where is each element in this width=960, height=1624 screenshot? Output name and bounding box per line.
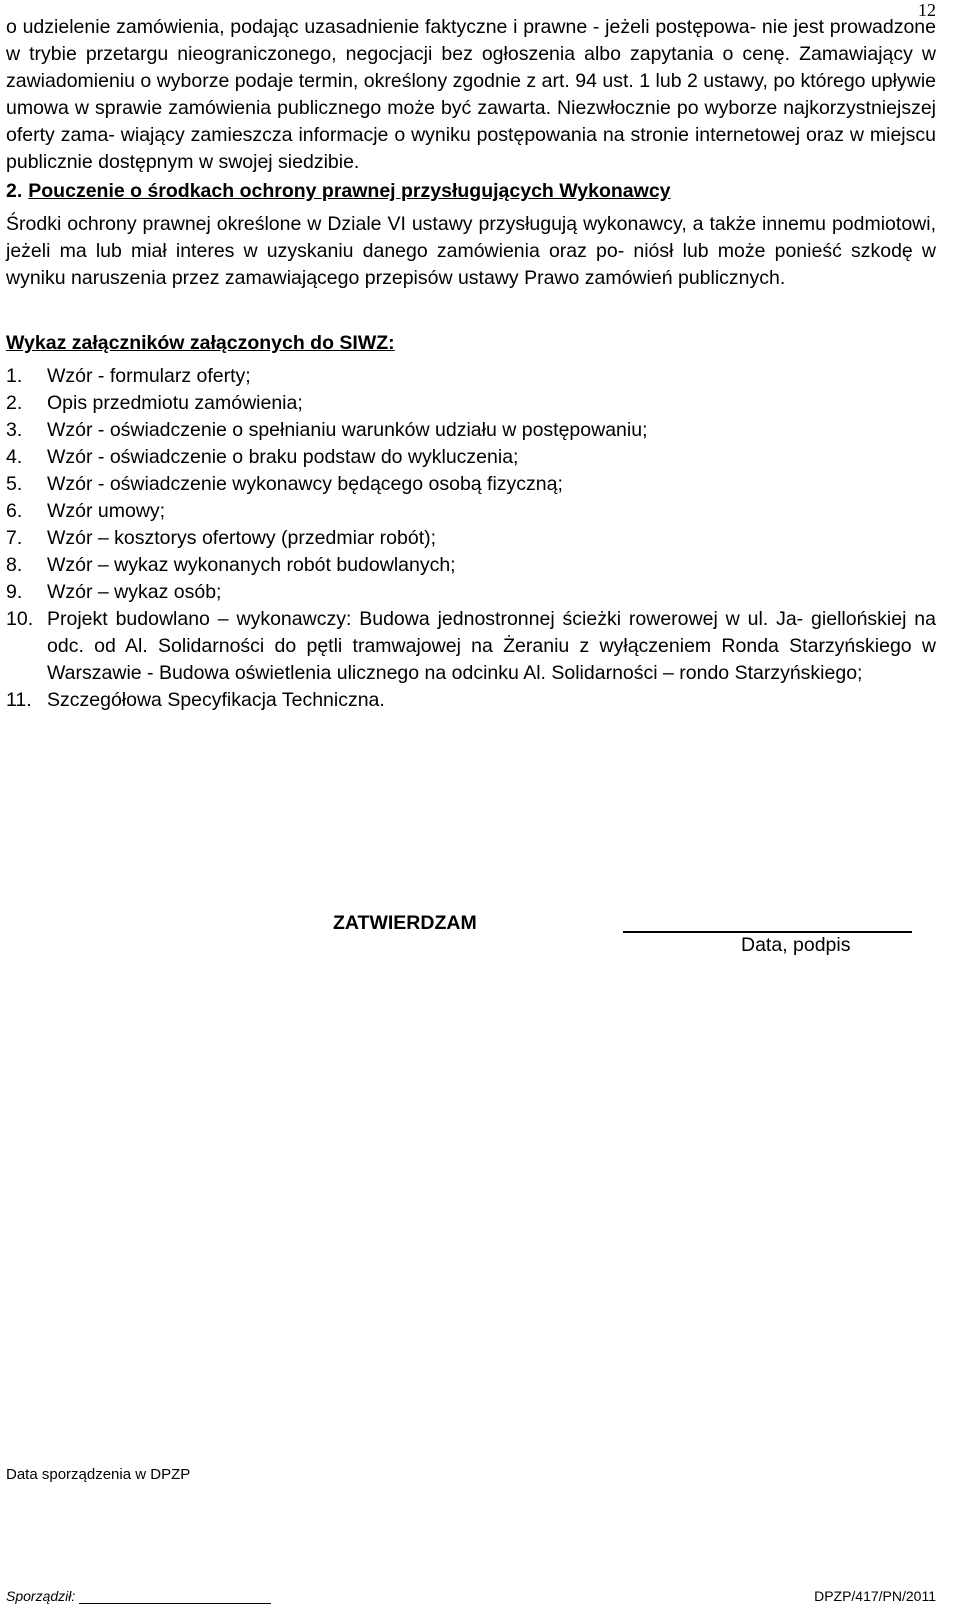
section-title: Pouczenie o środkach ochrony prawnej przysługujących Wykonawcy <box>28 180 671 202</box>
attachments-list <box>6 363 936 714</box>
attachments-list-title: Wykaz załączników załączonych do SIWZ: <box>6 332 395 354</box>
list-item-number: 2. <box>6 392 23 414</box>
list-item-number: 6. <box>6 500 23 522</box>
list-item-number: 8. <box>6 554 23 576</box>
list-item-text: Wzór – wykaz wykonanych robót budowlanych; <box>47 554 456 576</box>
list-item <box>6 606 936 687</box>
document-reference: DPZP/417/PN/2011 <box>814 1588 936 1604</box>
list-item-text: Opis przedmiotu zamówienia; <box>47 392 303 414</box>
list-item <box>6 579 936 606</box>
list-item-text: Wzór - formularz oferty; <box>47 365 251 387</box>
list-item-number: 1. <box>6 365 23 387</box>
prepared-by <box>6 1588 271 1604</box>
section-number: 2. <box>6 180 23 202</box>
paragraph-award-notice: o udzielenie zamówienia, podając uzasadnienie faktyczne i prawne - jeżeli postępowa- nie jest prowadzone w trybie przetargu nieograniczonego, negocjacji bez ogłoszenia albo zapytania o cenę. Zamawiający w zawiadomieniu o wyborze podaje termin, określony zgodnie z art. 94 ust. 1 lub 2 ustawy, po którego upływie umowa w sprawie zamówienia publicznego może być zawarta. Niezwłocznie po wyborze najkorzystniejszej oferty zama- wiający zamieszcza informacje o wyniku postępowania na stronie internetowej oraz w miejscu publicznie dostępnym w swojej siedzibie. <box>6 16 936 173</box>
list-item-number: 9. <box>6 581 23 603</box>
list-item <box>6 363 936 390</box>
list-item <box>6 390 936 417</box>
signature-label: Data, podpis <box>741 934 851 956</box>
list-item-text: Wzór – kosztorys ofertowy (przedmiar robót); <box>47 527 437 549</box>
list-item <box>6 417 936 444</box>
paragraph-legal-remedies: Środki ochrony prawnej określone w Dziale VI ustawy przysługują wykonawcy, a także innemu podmiotowi, jeżeli ma lub miał interes w uzyskaniu danego zamówienia oraz po- niósł lub może ponieść szkodę w wyniku naruszenia przez zamawiającego przepisów ustawy Prawo zamówień publicznych. <box>6 213 936 289</box>
list-item-number: 7. <box>6 527 23 549</box>
list-item-number: 4. <box>6 446 23 468</box>
list-item-number: 10. <box>6 608 34 630</box>
list-item-number: 5. <box>6 473 23 495</box>
approval-label: ZATWIERDZAM <box>333 912 477 934</box>
signature-line <box>623 931 912 933</box>
list-item-number: 3. <box>6 419 23 441</box>
list-item-text: Wzór umowy; <box>47 500 166 522</box>
list-item <box>6 471 936 498</box>
list-item-text: Wzór - oświadczenie o braku podstaw do wykluczenia; <box>47 446 519 468</box>
list-item <box>6 444 936 471</box>
list-item-text: Wzór – wykaz osób; <box>47 581 222 603</box>
list-item-text: Wzór - oświadczenie wykonawcy będącego osobą fizyczną; <box>47 473 563 495</box>
page-number: 12 <box>918 0 936 20</box>
prepared-by-line <box>79 1589 271 1604</box>
list-item <box>6 687 936 714</box>
list-item-text: Wzór - oświadczenie o spełnianiu warunków udziału w postępowaniu; <box>47 419 648 441</box>
list-item <box>6 525 936 552</box>
document-body <box>6 14 936 714</box>
prepared-by-label: Sporządził: <box>6 1588 76 1604</box>
list-item-text: Szczegółowa Specyfikacja Techniczna. <box>47 689 385 711</box>
section-heading <box>6 178 936 205</box>
preparation-date-label: Data sporządzenia w DPZP <box>6 1466 191 1483</box>
list-item-number: 11. <box>6 689 32 711</box>
list-item <box>6 498 936 525</box>
list-item <box>6 552 936 579</box>
list-item-text: Projekt budowlano – wykonawczy: Budowa jednostronnej ścieżki rowerowej w ul. Ja- giellońskiej na odc. od Al. Solidarności do pętli tramwajowej na Żeraniu z wyłączeniem Ronda Starzyńskiego w Warszawie - Budowa oświetlenia ulicznego na odcinku Al. Solidarności – rondo Starzyńskiego; <box>47 608 936 684</box>
